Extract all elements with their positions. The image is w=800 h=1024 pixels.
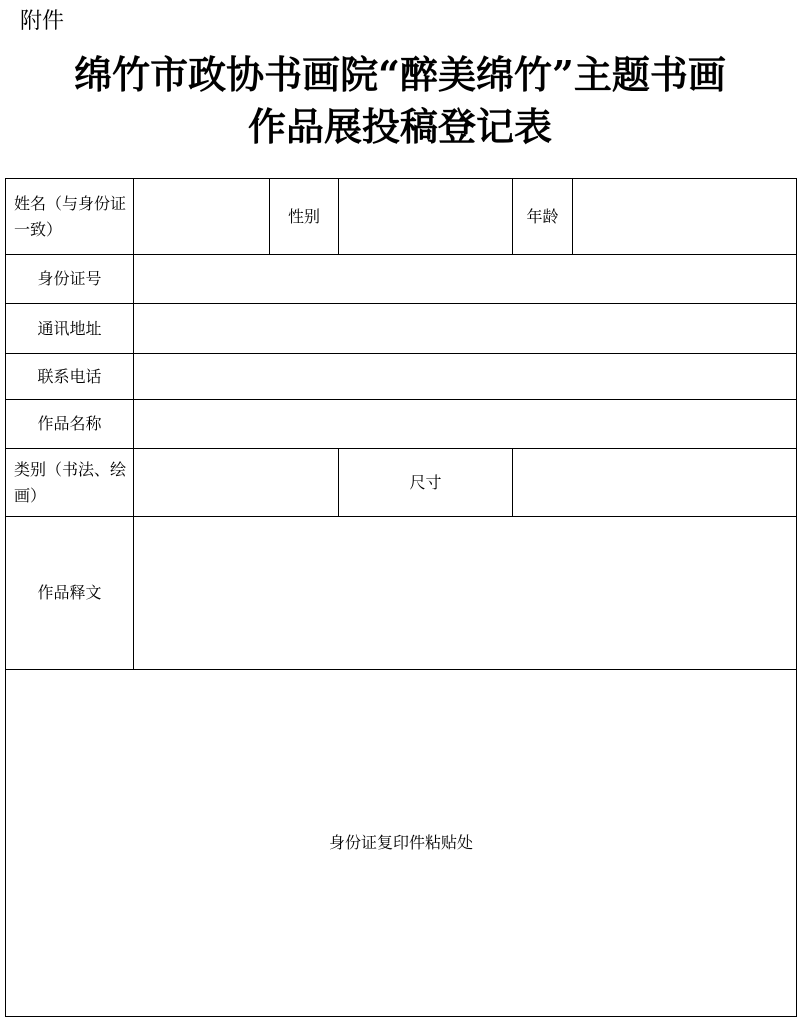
form-row-phone	[6, 354, 797, 400]
gender-label: 性别	[270, 179, 339, 255]
size-field[interactable]	[513, 449, 797, 517]
registration-form-table	[5, 178, 797, 1017]
gender-field[interactable]	[339, 179, 513, 255]
category-field[interactable]	[134, 449, 339, 517]
age-label: 年龄	[513, 179, 573, 255]
form-row-category	[6, 449, 797, 517]
work-title-field[interactable]	[134, 400, 797, 449]
id-copy-label: 身份证复印件粘贴处	[328, 833, 473, 852]
phone-label: 联系电话	[6, 354, 134, 400]
address-label: 通讯地址	[6, 304, 134, 354]
page-title-line2: 作品展投稿登记表	[247, 104, 552, 149]
age-field[interactable]	[573, 179, 797, 255]
address-field[interactable]	[134, 304, 797, 354]
work-text-label: 作品释文	[6, 517, 134, 670]
attachment-label: 附件	[20, 9, 65, 34]
form-row-id-number	[6, 255, 797, 304]
phone-field[interactable]	[134, 354, 797, 400]
form-row-id-copy	[6, 670, 797, 1017]
id-number-field[interactable]	[134, 255, 797, 304]
work-text-field[interactable]	[134, 517, 797, 670]
form-row-work-text	[6, 517, 797, 670]
size-label: 尺寸	[339, 449, 513, 517]
name-label: 姓名（与身份证一致）	[6, 179, 134, 255]
category-label: 类别（书法、绘画）	[6, 449, 134, 517]
form-row-address	[6, 304, 797, 354]
form-row-name	[6, 179, 797, 255]
work-title-label: 作品名称	[6, 400, 134, 449]
name-field[interactable]	[134, 179, 270, 255]
id-copy-area[interactable]	[6, 670, 797, 1017]
id-number-label: 身份证号	[6, 255, 134, 304]
form-row-work-title	[6, 400, 797, 449]
page-title-line1: 绵竹市政协书画院“醉美绵竹”主题书画	[74, 52, 726, 97]
